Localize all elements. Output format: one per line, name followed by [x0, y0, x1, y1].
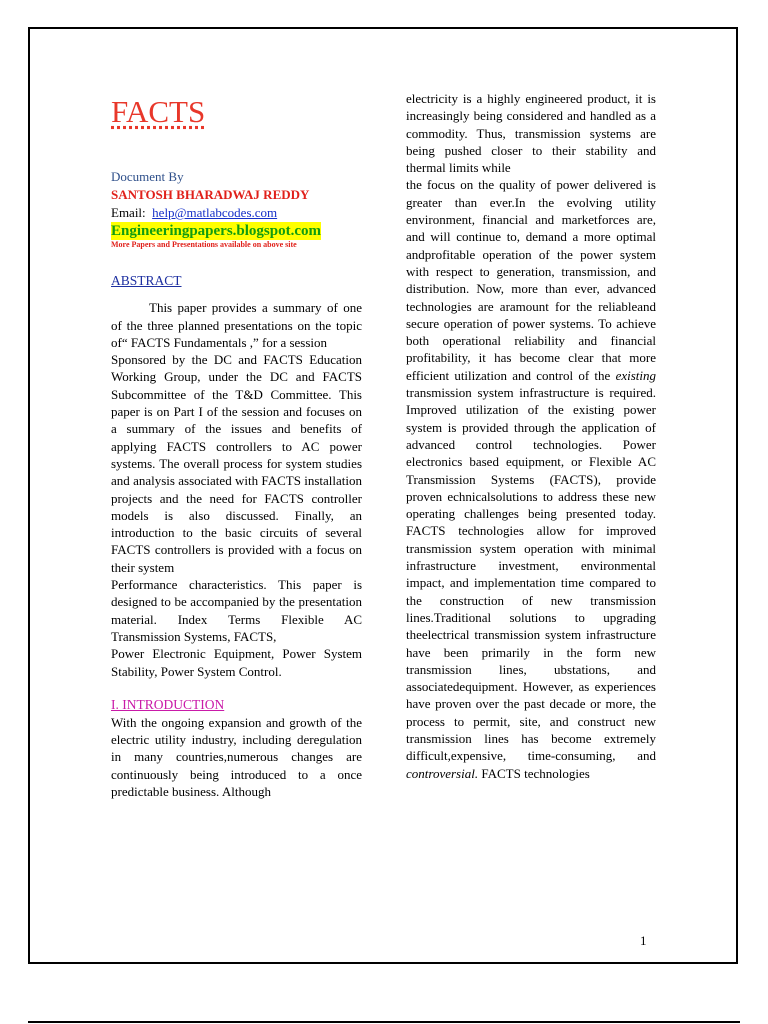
bottom-rule [28, 1021, 740, 1023]
introduction-heading: I. INTRODUCTION [111, 696, 225, 712]
right-paragraph-2-end: FACTS technologies [478, 765, 590, 781]
abstract-heading: ABSTRACT [111, 273, 182, 288]
email-row [111, 204, 362, 222]
right-column [406, 90, 656, 782]
right-paragraph-2-start: the focus on the quality of power delivered is greater than ever.In the evolving utility environment, financial and marketforces are, and will continue to, demand a more optimal andprofitable operation of the power system with respect to generation, transmission, and distribution. Now, more than ever, advanced technologies are aramount for the reliableand secure operation of power systems. To achieve both operational reliability and financial profitability, it has become clear that more efficient utilization and control of the [406, 177, 656, 383]
email-link[interactable]: help@matlabcodes.com [152, 205, 278, 220]
author-name: SANTOSH BHARADWAJ REDDY [111, 187, 310, 202]
page-number: 1 [640, 933, 647, 948]
abstract-paragraph-1: This paper provides a summary of one of the three planned presentations on the topic of“ FACTS Fundamentals ,” for a session [111, 300, 362, 350]
site-link[interactable]: Engineeringpapers.blogspot.com [111, 223, 322, 239]
abstract-paragraph-4: Power Electronic Equipment, Power System Stability, Power System Control. [111, 646, 362, 679]
right-paragraph-1: electricity is a highly engineered product, it is increasingly being considered and handled as a commodity. Thus, transmission systems are being pushed closer to their stability and thermal limits while [406, 91, 656, 176]
right-paragraph-2-middle: transmission system infrastructure is required. Improved utilization of the existing power system is provided through the application of advanced control technologies. Power electronics based equipment, or Flexible AC Transmission Systems (FACTS), provide proven echnicalsolutions to address these new operating challenges being presented today. FACTS technologies allow for improved transmission system operation with minimal infrastructure investment, environmental impact, and implementation time compared to the construction of new transmission lines.Traditional solutions to upgrading theelectrical transmission system infrastructure have been primarily in the form new transmission lines, ubstations, and associatedequipment. However, as experiences have proven over the past decade or more, the process to permit, site, and construct new transmission lines has become extremely difficult,expensive, time-consuming, and [406, 385, 656, 764]
right-paragraph-2-italic: existing [615, 367, 656, 383]
right-paragraph-2 [406, 176, 656, 781]
introduction-paragraph-1: With the ongoing expansion and growth of the electric utility industry, including deregulation in many countries,numerous changes are continuously being introduced to a once predictable business. Although [111, 714, 362, 800]
right-paragraph-2-italic-2: controversial. [406, 765, 479, 781]
left-column [111, 92, 362, 800]
document-by-label: Document By [111, 169, 184, 184]
paper-title: FACTS [111, 94, 206, 129]
email-label: Email: [111, 205, 146, 220]
abstract-paragraph-2: Sponsored by the DC and FACTS Education Working Group, under the DC and FACTS Subcommittee of the T&D Committee. This paper is on Part I of the session and focuses on a summary of the issues and benefits of applying FACTS controllers to AC power systems. The overall process for system studies and analysis associated with FACTS installation projects and the need for FACTS controller models is also discussed. Finally, an introduction to the basic circuits of several FACTS controllers is provided with a focus on their system [111, 352, 362, 575]
site-note: More Papers and Presentations available on above site [111, 240, 297, 249]
abstract-paragraph-3: Performance characteristics. This paper is designed to be accompanied by the presentation material. Index Terms Flexible AC Transmission Systems, FACTS, [111, 577, 362, 644]
